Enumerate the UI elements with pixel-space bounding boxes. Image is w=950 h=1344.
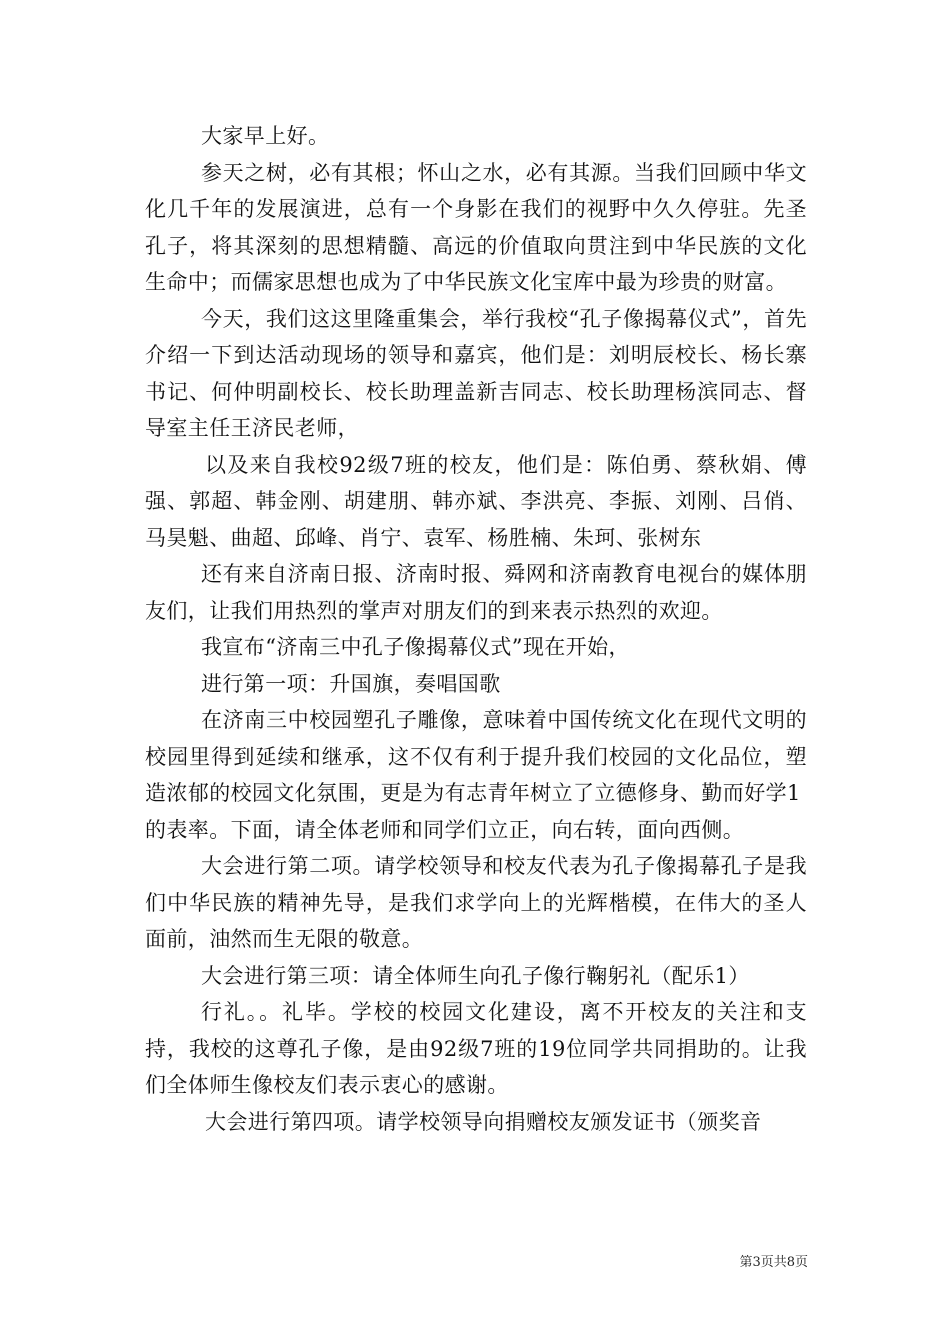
document-body (145, 118, 807, 1140)
paragraph-continuation: 的表率。下面，请全体老师和同学们立正，向右转，面向西侧。 (145, 817, 745, 842)
paragraph-media: 还有来自济南日报、济南时报、舜网和济南教育电视台的媒体朋友们，让我们用热烈的掌声对朋友们的到来表示热烈的欢迎。 (145, 562, 807, 623)
paragraph-statue-meaning: 在济南三中校园塑孔子雕像，意味着中国传统文化在现代文明的校园里得到延续和继承，这不仅有利于提升我们校园的文化品位，塑造浓郁的校园文化氛围，更是为有志青年树立了立德修身、勤而好学1 (145, 708, 807, 805)
paragraph-guests: 今天，我们这这里隆重集会，举行我校“孔子像揭幕仪式”，首先介绍一下到达活动现场的领导和嘉宾，他们是：刘明辰校长、杨长寨书记、何仲明副校长、校长助理盖新吉同志、校长助理杨滨同志、督导室主任王济民老师， (145, 306, 807, 440)
paragraph-intro: 参天之树，必有其根；怀山之水，必有其源。当我们回顾中华文化几千年的发展演进，总有一个身影在我们的视野中久久停驻。先圣孔子，将其深刻的思想精髓、高远的价值取向贯注到中华民族的文化生命中；而儒家思想也成为了中华民族文化宝库中最为珍贵的财富。 (145, 160, 807, 294)
paragraph-greeting: 大家早上好。 (201, 124, 330, 148)
paragraph-thanks: 行礼。。礼毕。学校的校园文化建设，离不开校友的关注和支持，我校的这尊孔子像，是由92级7班的19位同学共同捐助的。让我们全体师生像校友们表示衷心的感谢。 (145, 1000, 807, 1097)
page-number: 第3页共8页 (739, 1255, 808, 1270)
paragraph-item-three: 大会进行第三项：请全体师生向孔子像行鞠躬礼（配乐1） (201, 963, 750, 988)
paragraph-item-two: 大会进行第二项。请学校领导和校友代表为孔子像揭幕孔子是我们中华民族的精神先导，是我们求学向上的光辉楷模，在伟大的圣人面前，油然而生无限的敬意。 (145, 854, 807, 951)
paragraph-item-one: 进行第一项：升国旗，奏唱国歌 (201, 671, 501, 696)
paragraph-item-four: 大会进行第四项。请学校领导向捐赠校友颁发证书（颁奖音 (205, 1109, 762, 1134)
paragraph-announcement: 我宣布“济南三中孔子像揭幕仪式”现在开始， (201, 635, 630, 659)
paragraph-alumni: 以及来自我校92级7班的校友，他们是：陈伯勇、蔡秋娟、傅强、郭超、韩金刚、胡建朋、韩亦斌、李洪亮、李振、刘刚、吕俏、马昊魁、曲超、邱峰、肖宁、袁军、杨胜楠、朱珂、张树东 (145, 452, 807, 550)
